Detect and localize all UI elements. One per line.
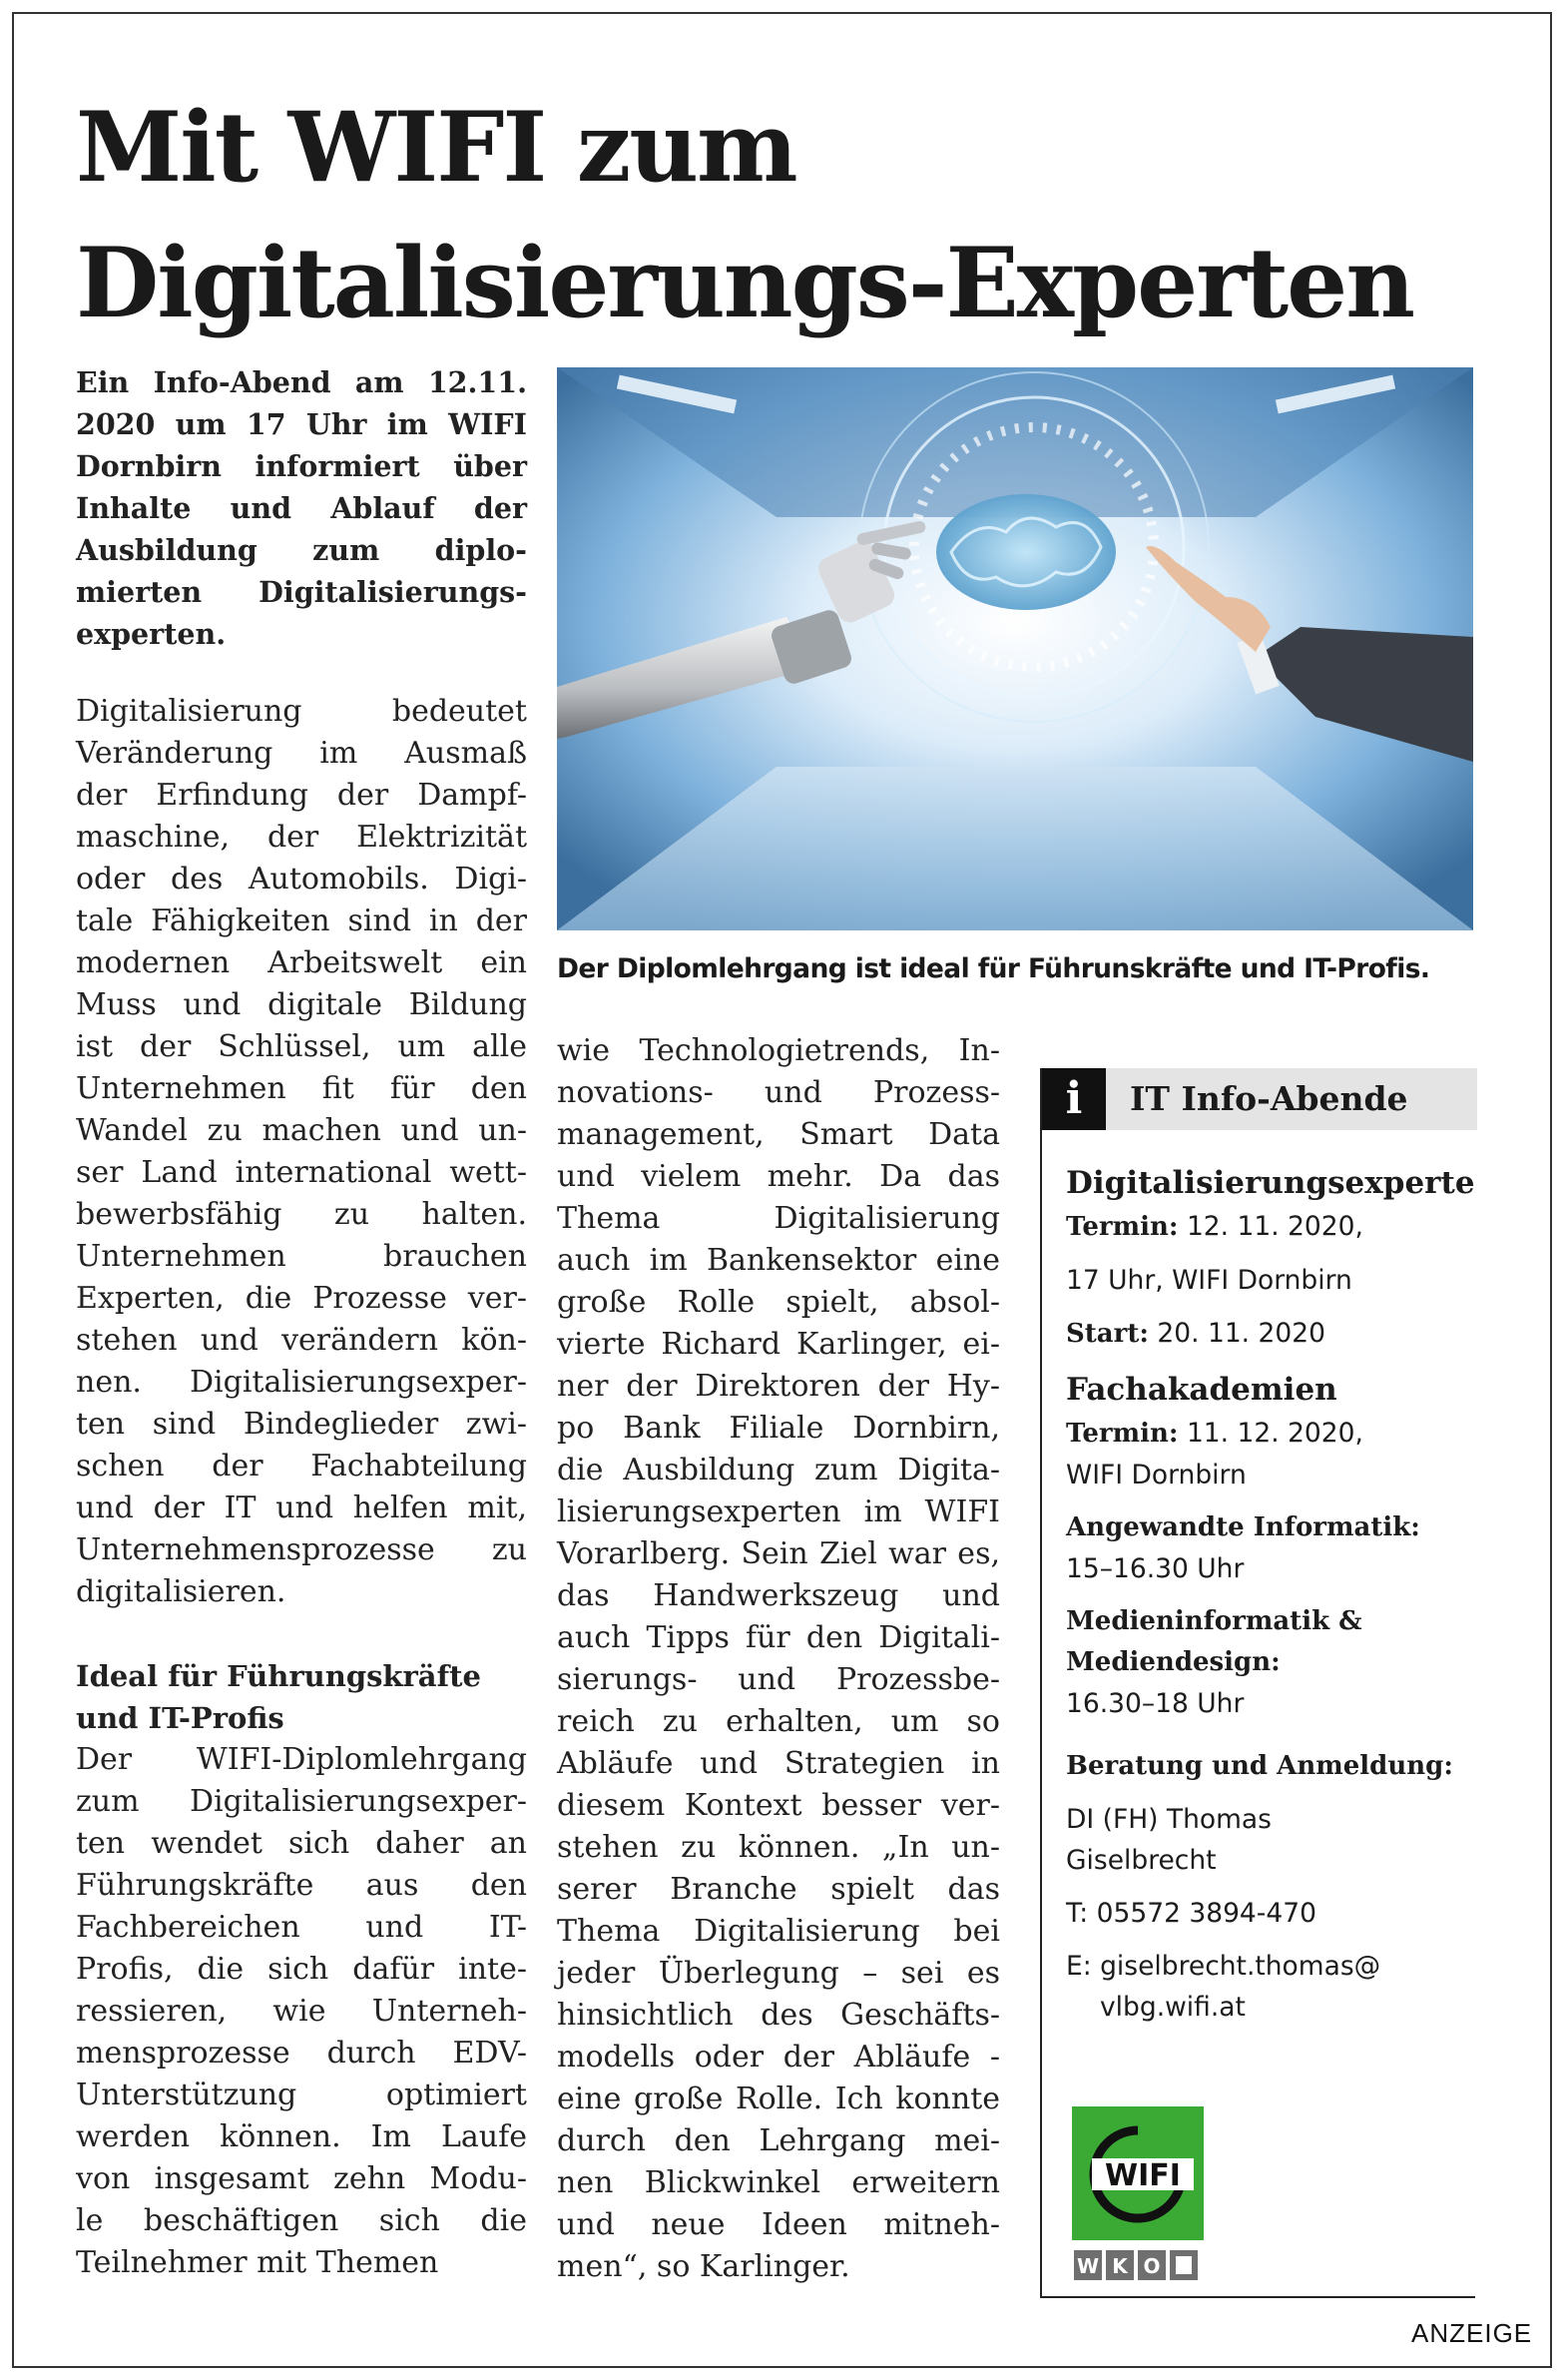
text-line: Thema Digitalisierung bbox=[557, 1201, 1000, 1236]
text-line: novations- und Prozess- bbox=[557, 1075, 1000, 1110]
info-label: Termin: bbox=[1066, 1419, 1179, 1449]
info-box-body bbox=[1066, 1160, 1475, 2028]
contact-phone: T: 05572 3894-470 bbox=[1066, 1898, 1316, 1929]
contact-name: DI (FH) Thomas bbox=[1066, 1804, 1272, 1835]
text-line: wie Technologietrends, In- bbox=[557, 1033, 1000, 1068]
info-label: Beratung und Anmeldung: bbox=[1066, 1751, 1453, 1781]
text-line: maschine, der Elektrizität bbox=[76, 820, 527, 855]
info-label: Start: bbox=[1066, 1319, 1149, 1349]
text-line: Abläufe und Strategien in bbox=[557, 1746, 1000, 1781]
robot-hand-brain-illustration bbox=[557, 367, 1473, 930]
info-label: Angewandte Informatik: bbox=[1066, 1512, 1420, 1542]
text-line: Digitalisierung bedeutet bbox=[76, 694, 527, 729]
text-line: ser Land international wett- bbox=[76, 1155, 527, 1190]
text-line: le beschäftigen sich die bbox=[76, 2203, 527, 2238]
text-line: lisierungsexperten im WIFI bbox=[557, 1494, 1000, 1529]
info-start bbox=[1066, 1313, 1465, 1355]
text-line: zum Digitalisierungsexper- bbox=[76, 1784, 527, 1819]
headline-line-1: Mit WIFI zum bbox=[76, 91, 796, 204]
text-line: modernen Arbeitswelt ein bbox=[76, 945, 527, 980]
body-paragraph-1 bbox=[76, 691, 527, 1613]
text-line: sierungs- und Prozessbe- bbox=[557, 1662, 1000, 1697]
text-line: Veränderung im Ausmaß bbox=[76, 736, 527, 771]
info-icon: i bbox=[1042, 1068, 1106, 1130]
contact-email: E: giselbrecht.thomas@ bbox=[1066, 1951, 1381, 1982]
text-line: ten sind Bindeglieder zwi- bbox=[76, 1407, 527, 1442]
text-line: jeder Überlegung – sei es bbox=[557, 1956, 1000, 1991]
text-line: die Ausbildung zum Digita- bbox=[557, 1453, 1000, 1488]
info-termin bbox=[1066, 1413, 1465, 1455]
text-line: Wandel zu machen und un- bbox=[76, 1113, 527, 1148]
text-line: Fachbereichen und IT- bbox=[76, 1910, 527, 1945]
text-line: Der WIFI-Diplomlehrgang bbox=[76, 1742, 527, 1777]
logo-wko-letter: O bbox=[1143, 2254, 1161, 2278]
text-line: oder des Automobils. Digi- bbox=[76, 862, 527, 896]
text-line: und vielem mehr. Da das bbox=[557, 1159, 1000, 1194]
text-line: po Bank Filiale Dornbirn, bbox=[557, 1411, 1000, 1446]
info-termin bbox=[1066, 1206, 1465, 1248]
text-line: auch im Bankensektor eine bbox=[557, 1243, 1000, 1278]
text-line: Ausbildung zum diplo- bbox=[76, 533, 527, 567]
text-line: ressieren, wie Unterneh- bbox=[76, 1994, 527, 2029]
text-line: von insgesamt zehn Modu- bbox=[76, 2161, 527, 2196]
text-line: Unternehmensprozesse zu bbox=[76, 1532, 527, 1567]
headline bbox=[76, 80, 1493, 351]
text-line: management, Smart Data bbox=[557, 1117, 1000, 1152]
text-line: Teilnehmer mit Themen bbox=[76, 2245, 439, 2280]
text-line: Unternehmen fit für den bbox=[76, 1071, 527, 1106]
text-line: große Rolle spielt, absol- bbox=[557, 1285, 1000, 1320]
text-line: und IT-Profis bbox=[76, 1701, 284, 1735]
contact-name: Giselbrecht bbox=[1066, 1845, 1217, 1876]
text-line: reich zu erhalten, um so bbox=[557, 1704, 1000, 1739]
text-line: und neue Ideen mitneh- bbox=[557, 2207, 1000, 2242]
article-photo bbox=[557, 367, 1473, 930]
text-line: mensprozesse durch EDV- bbox=[76, 2036, 527, 2071]
photo-caption: Der Diplomlehrgang ist ideal für Führunskräfte und IT-Profis. bbox=[557, 953, 1430, 984]
text-line: Führungskräfte aus den bbox=[76, 1868, 527, 1903]
info-label: Mediendesign: bbox=[1066, 1647, 1281, 1677]
text-line: schen der Fachabteilung bbox=[76, 1449, 527, 1484]
headline-line-2: Digitalisierungs-Experten bbox=[76, 227, 1413, 339]
text-line: experten. bbox=[76, 617, 227, 651]
text-line: stehen und verändern kön- bbox=[76, 1323, 527, 1358]
info-termin-line2: 17 Uhr, WIFI Dornbirn bbox=[1066, 1265, 1352, 1296]
text-line: hinsichtlich des Geschäfts- bbox=[557, 1998, 1000, 2033]
contact-email: vlbg.wifi.at bbox=[1100, 1992, 1246, 2023]
text-line: nen Blickwinkel erweitern bbox=[557, 2165, 1000, 2200]
text-line: nen. Digitalisierungsexper- bbox=[76, 1365, 527, 1400]
info-value: 11. 12. 2020, bbox=[1186, 1418, 1363, 1449]
info-value: 15–16.30 Uhr bbox=[1066, 1553, 1245, 1584]
info-label: Termin: bbox=[1066, 1212, 1179, 1242]
text-line: Thema Digitalisierung bei bbox=[557, 1914, 1000, 1949]
text-line: Unternehmen brauchen bbox=[76, 1239, 527, 1274]
info-value: 16.30–18 Uhr bbox=[1066, 1688, 1245, 1719]
text-line: ist der Schlüssel, um alle bbox=[76, 1029, 527, 1064]
advertisement-label: ANZEIGE bbox=[1411, 2318, 1533, 2348]
info-section-title: Fachakademien bbox=[1066, 1372, 1337, 1408]
text-line: der Erfindung der Dampf- bbox=[76, 778, 527, 813]
text-line: ner der Direktoren der Hy- bbox=[557, 1369, 1000, 1404]
logo-wifi-text: WIFI bbox=[1105, 2158, 1181, 2193]
text-line: Unterstützung optimiert bbox=[76, 2078, 527, 2112]
info-value: 12. 11. 2020, bbox=[1186, 1211, 1363, 1242]
text-line: Ideal für Führungskräfte bbox=[76, 1659, 481, 1693]
body-column-1 bbox=[76, 691, 527, 2284]
text-line: mierten Digitalisierungs- bbox=[76, 575, 527, 609]
text-line: bewerbsfähig zu halten. bbox=[76, 1197, 527, 1232]
body-paragraph-2 bbox=[76, 1739, 527, 2284]
text-line: das Handwerkszeug und bbox=[557, 1578, 1000, 1613]
info-termin-line2: WIFI Dornbirn bbox=[1066, 1460, 1247, 1490]
wifi-wko-logo bbox=[1072, 2106, 1204, 2282]
text-line: Muss und digitale Bildung bbox=[76, 987, 527, 1022]
text-line: men“, so Karlinger. bbox=[557, 2249, 850, 2284]
logo-wko-letter: K bbox=[1112, 2254, 1128, 2278]
text-line: stehen zu können. „In un- bbox=[557, 1830, 1000, 1865]
subheading bbox=[76, 1655, 527, 1739]
text-line: Inhalte und Ablauf der bbox=[76, 491, 527, 525]
text-line: durch den Lehrgang mei- bbox=[557, 2123, 1000, 2158]
text-line: serer Branche spielt das bbox=[557, 1872, 1000, 1907]
text-line: ten wendet sich daher an bbox=[76, 1826, 527, 1861]
text-line: Ein Info-Abend am 12.11. bbox=[76, 365, 527, 399]
text-line: 2020 um 17 Uhr im WIFI bbox=[76, 407, 527, 441]
info-label: Medieninformatik & bbox=[1066, 1606, 1362, 1636]
info-box-header bbox=[1042, 1068, 1477, 1130]
lead-paragraph bbox=[76, 361, 527, 655]
logo-emblem-icon bbox=[1176, 2256, 1192, 2274]
info-section-title: Digitalisierungsexperte bbox=[1066, 1165, 1475, 1201]
text-line: diesem Kontext besser ver- bbox=[557, 1788, 1000, 1823]
text-line: Profis, die sich dafür inte- bbox=[76, 1952, 527, 1987]
text-line: und der IT und helfen mit, bbox=[76, 1490, 527, 1525]
body-column-2 bbox=[557, 1030, 1000, 2288]
text-line: Dornbirn informiert über bbox=[76, 449, 527, 483]
text-line: tale Fähigkeiten sind in der bbox=[76, 903, 527, 938]
text-line: Vorarlberg. Sein Ziel war es, bbox=[557, 1536, 1000, 1571]
info-value: 20. 11. 2020 bbox=[1157, 1318, 1325, 1349]
info-box-title: IT Info-Abende bbox=[1130, 1079, 1408, 1118]
text-line: auch Tipps für den Digitali- bbox=[557, 1620, 1000, 1655]
text-line: Experten, die Prozesse ver- bbox=[76, 1281, 527, 1316]
text-line: modells oder der Abläufe - bbox=[557, 2040, 1000, 2075]
brain-hologram bbox=[936, 494, 1116, 610]
info-box bbox=[1040, 1068, 1475, 2298]
text-line: digitalisieren. bbox=[76, 1574, 286, 1609]
logo-wko-letter: W bbox=[1076, 2254, 1100, 2278]
text-line: vierte Richard Karlinger, ei- bbox=[557, 1327, 1000, 1362]
text-line: eine große Rolle. Ich konnte bbox=[557, 2082, 1000, 2116]
text-line: werden können. Im Laufe bbox=[76, 2119, 527, 2154]
